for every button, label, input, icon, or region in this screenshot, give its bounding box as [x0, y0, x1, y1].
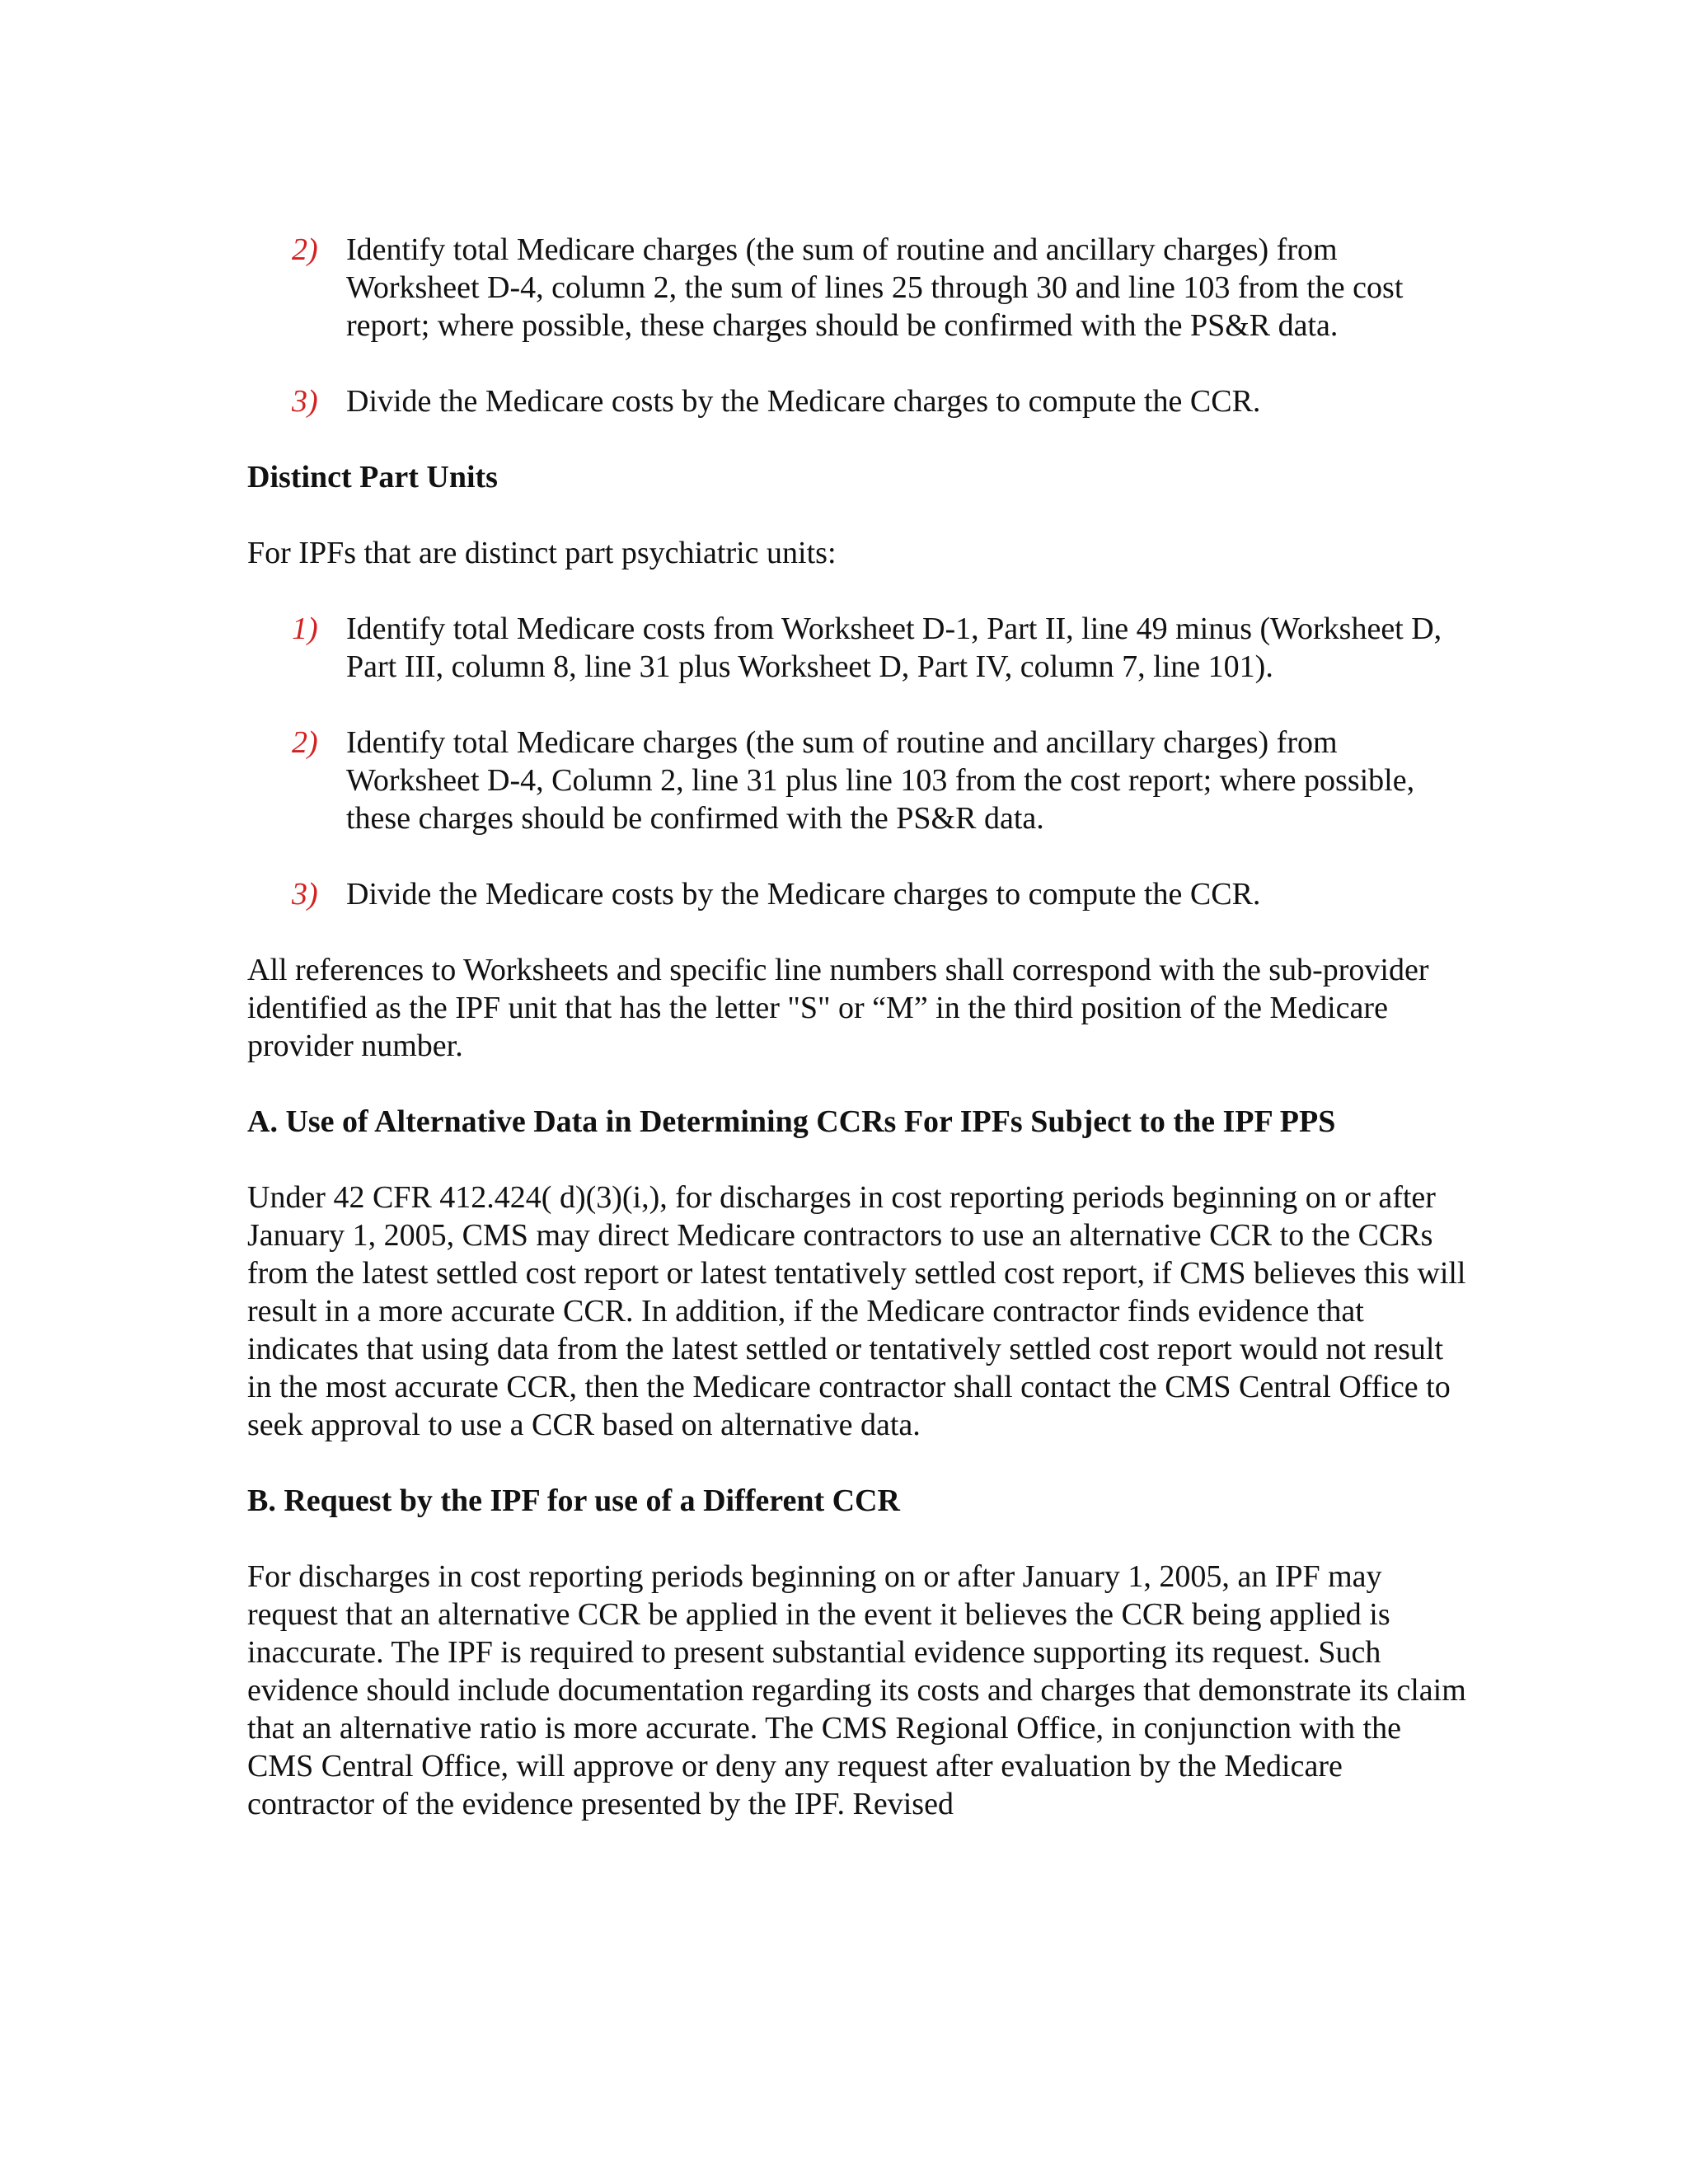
- list-item: [292, 231, 1467, 344]
- intro-paragraph: For IPFs that are distinct part psychiatric units:: [247, 536, 837, 570]
- section-heading-a: A. Use of Alternative Data in Determining CCRs For IPFs Subject to the IPF PPS: [247, 1104, 1336, 1139]
- list-text: Divide the Medicare costs by the Medicare charges to compute the CCR.: [346, 384, 1261, 419]
- list-item: [292, 875, 1467, 913]
- document-page: [247, 231, 1467, 1861]
- list-text: Divide the Medicare costs by the Medicare charges to compute the CCR.: [346, 877, 1261, 912]
- list-number: 2): [292, 232, 318, 267]
- list-number: 2): [292, 725, 318, 760]
- section-heading-distinct-part-units: Distinct Part Units: [247, 460, 498, 494]
- references-paragraph: All references to Worksheets and specific line numbers shall correspond with the sub-provider identified as the IPF unit that has the letter "S" or “M” in the third position of the Medicare provider number.: [247, 953, 1429, 1063]
- list-number: 1): [292, 612, 318, 646]
- list-item: [292, 724, 1467, 837]
- list-text: Identify total Medicare charges (the sum of routine and ancillary charges) from Worksheet D-4, Column 2, line 31 plus line 103 from the cost report; where possible, these charges should be confirmed with the PS&R data.: [346, 725, 1415, 836]
- list-item: [292, 610, 1467, 686]
- list-number: 3): [292, 384, 318, 419]
- list-text: Identify total Medicare costs from Worksheet D-1, Part II, line 49 minus (Worksheet D, Part III, column 8, line 31 plus Worksheet D, Part IV, column 7, line 101).: [346, 612, 1442, 684]
- section-heading-b: B. Request by the IPF for use of a Different CCR: [247, 1483, 900, 1518]
- section-a-paragraph: Under 42 CFR 412.424( d)(3)(i,), for discharges in cost reporting periods beginning on or after January 1, 2005, CMS may direct Medicare contractors to use an alternative CCR to the CCRs from the latest settled cost report or latest tentatively settled cost report, if CMS believes this will result in a more accurate CCR. In addition, if the Medicare contractor finds evidence that indicates that using data from the latest settled or tentatively settled cost report would not result in the most accurate CCR, then the Medicare contractor shall contact the CMS Central Office to seek approval to use a CCR based on alternative data.: [247, 1180, 1466, 1442]
- list-text: Identify total Medicare charges (the sum of routine and ancillary charges) from Worksheet D-4, column 2, the sum of lines 25 through 30 and line 103 from the cost report; where possible, these charges should be confirmed with the PS&R data.: [346, 232, 1404, 343]
- list-number: 3): [292, 877, 318, 912]
- section-b-paragraph: For discharges in cost reporting periods beginning on or after January 1, 2005, an IPF may request that an alternative CCR be applied in the event it believes the CCR being applied is inaccurate. The IPF is required to present substantial evidence supporting its request. Such evidence should include documentation regarding its costs and charges that demonstrate its claim that an alternative ratio is more accurate. The CMS Regional Office, in conjunction with the CMS Central Office, will approve or deny any request after evaluation by the Medicare contractor of the evidence presented by the IPF. Revised: [247, 1559, 1466, 1821]
- list-item: [292, 382, 1467, 420]
